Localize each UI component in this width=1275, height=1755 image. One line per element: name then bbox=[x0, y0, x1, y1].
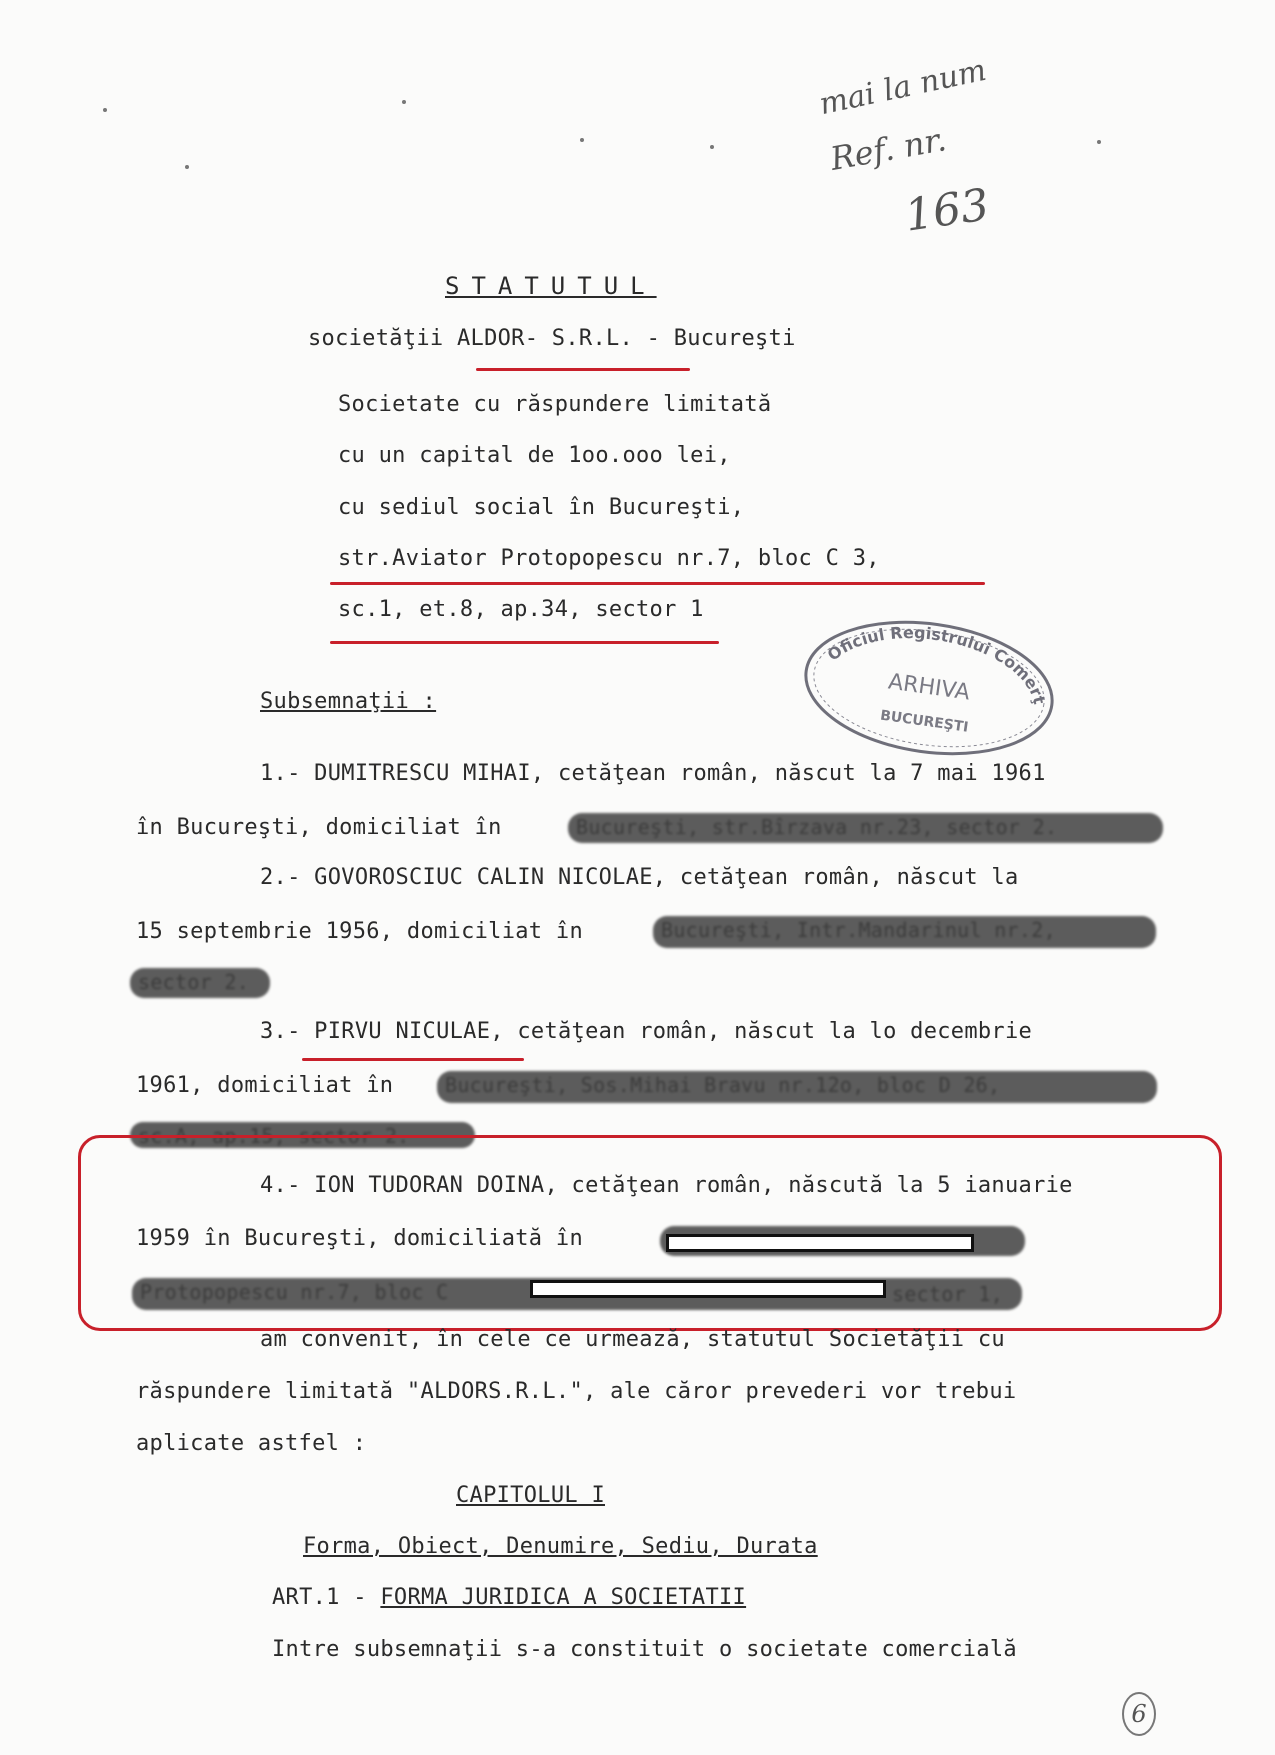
person3-line2: 1961, domiciliat în bbox=[136, 1073, 394, 1098]
closing-line1: am convenit, în cele ce urmează, statutul Societăţii cu bbox=[260, 1327, 1005, 1352]
redaction bbox=[130, 968, 270, 998]
person2-line1: 2.- GOVOROSCIUC CALIN NICOLAE, cetăţean român, născut la bbox=[260, 865, 1019, 890]
redacted-text: Bucureşti, Sos.Mihai Bravu nr.12o, bloc D 26, bbox=[445, 1073, 1001, 1097]
stamp-center: ARHIVA bbox=[886, 669, 972, 706]
stamp-bottom: BUCUREŞTI bbox=[879, 707, 970, 736]
redacted-text: sector 1, bbox=[892, 1282, 1004, 1306]
redaction-whitebox bbox=[666, 1234, 974, 1252]
header-line: str.Aviator Protopopescu nr.7, bloc C 3, bbox=[338, 546, 880, 571]
chapter-subtitle: Forma, Obiect, Denumire, Sediu, Durata bbox=[303, 1534, 818, 1559]
speck bbox=[580, 138, 584, 142]
redaction-whitebox bbox=[530, 1280, 886, 1298]
redacted-text: sector 2. bbox=[138, 970, 250, 994]
header-line: Societate cu răspundere limitată bbox=[338, 392, 772, 417]
speck bbox=[402, 100, 406, 104]
speck bbox=[710, 145, 714, 149]
document-title: STATUTUL bbox=[445, 272, 657, 300]
article-text: Intre subsemnaţii s-a constituit o societate comercială bbox=[272, 1637, 1017, 1662]
speck bbox=[185, 165, 189, 169]
archive-stamp bbox=[798, 610, 1060, 760]
header-line: cu sediul social în Bucureşti, bbox=[338, 495, 745, 520]
handwritten-note-line1: mai la num bbox=[816, 52, 990, 123]
header-line: cu un capital de 1oo.ooo lei, bbox=[338, 443, 731, 468]
redacted-text: Bucureşti, str.Bîrzava nr.23, sector 2. bbox=[576, 815, 1058, 839]
redaction bbox=[653, 916, 1156, 948]
person2-line2: 15 septembrie 1956, domiciliat în bbox=[136, 919, 583, 944]
speck bbox=[103, 108, 107, 112]
stamp-arc-text: Oficiul Registrului Comerţului bbox=[823, 623, 1050, 707]
person4-line1: 4.- ION TUDORAN DOINA, cetăţean român, născută la 5 ianuarie bbox=[260, 1173, 1073, 1198]
article-heading bbox=[272, 1584, 746, 1612]
red-underline bbox=[302, 1058, 524, 1061]
person3-line1: 3.- PIRVU NICULAE, cetăţean român, născut la lo decembrie bbox=[260, 1019, 1033, 1044]
handwritten-note-line2: Ref. nr. bbox=[827, 120, 950, 178]
redaction bbox=[437, 1071, 1157, 1103]
redacted-text: Protopopescu nr.7, bloc C bbox=[140, 1280, 449, 1304]
speck bbox=[1097, 140, 1101, 144]
page-number: 6 bbox=[1122, 1692, 1156, 1736]
closing-line3: aplicate astfel : bbox=[136, 1431, 367, 1456]
chapter-title: CAPITOLUL I bbox=[456, 1483, 605, 1508]
person1-line2: în Bucureşti, domiciliat în bbox=[136, 815, 502, 840]
article-prefix: ART.1 - bbox=[272, 1585, 381, 1610]
person4-line2: 1959 în Bucureşti, domiciliată în bbox=[136, 1226, 583, 1251]
company-line: societăţii ALDOR- S.R.L. - Bucureşti bbox=[308, 326, 796, 351]
article-title: FORMA JURIDICA A SOCIETATII bbox=[380, 1585, 747, 1610]
redaction bbox=[568, 813, 1163, 843]
redacted-text: Bucureşti, Intr.Mandarinul nr.2, bbox=[661, 918, 1056, 942]
person1-line1: 1.- DUMITRESCU MIHAI, cetăţean român, născut la 7 mai 1961 bbox=[260, 761, 1046, 786]
handwritten-number: 163 bbox=[901, 179, 993, 242]
subsemnatii-heading: Subsemnaţii : bbox=[260, 689, 437, 714]
closing-line2: răspundere limitată "ALDORS.R.L.", ale căror prevederi vor trebui bbox=[136, 1379, 1017, 1404]
red-underline bbox=[330, 641, 719, 644]
header-line: sc.1, et.8, ap.34, sector 1 bbox=[338, 597, 704, 622]
red-underline bbox=[476, 368, 690, 371]
redacted-text: sc.A, ap.15, sector 2. bbox=[138, 1124, 410, 1148]
red-underline bbox=[330, 582, 985, 585]
